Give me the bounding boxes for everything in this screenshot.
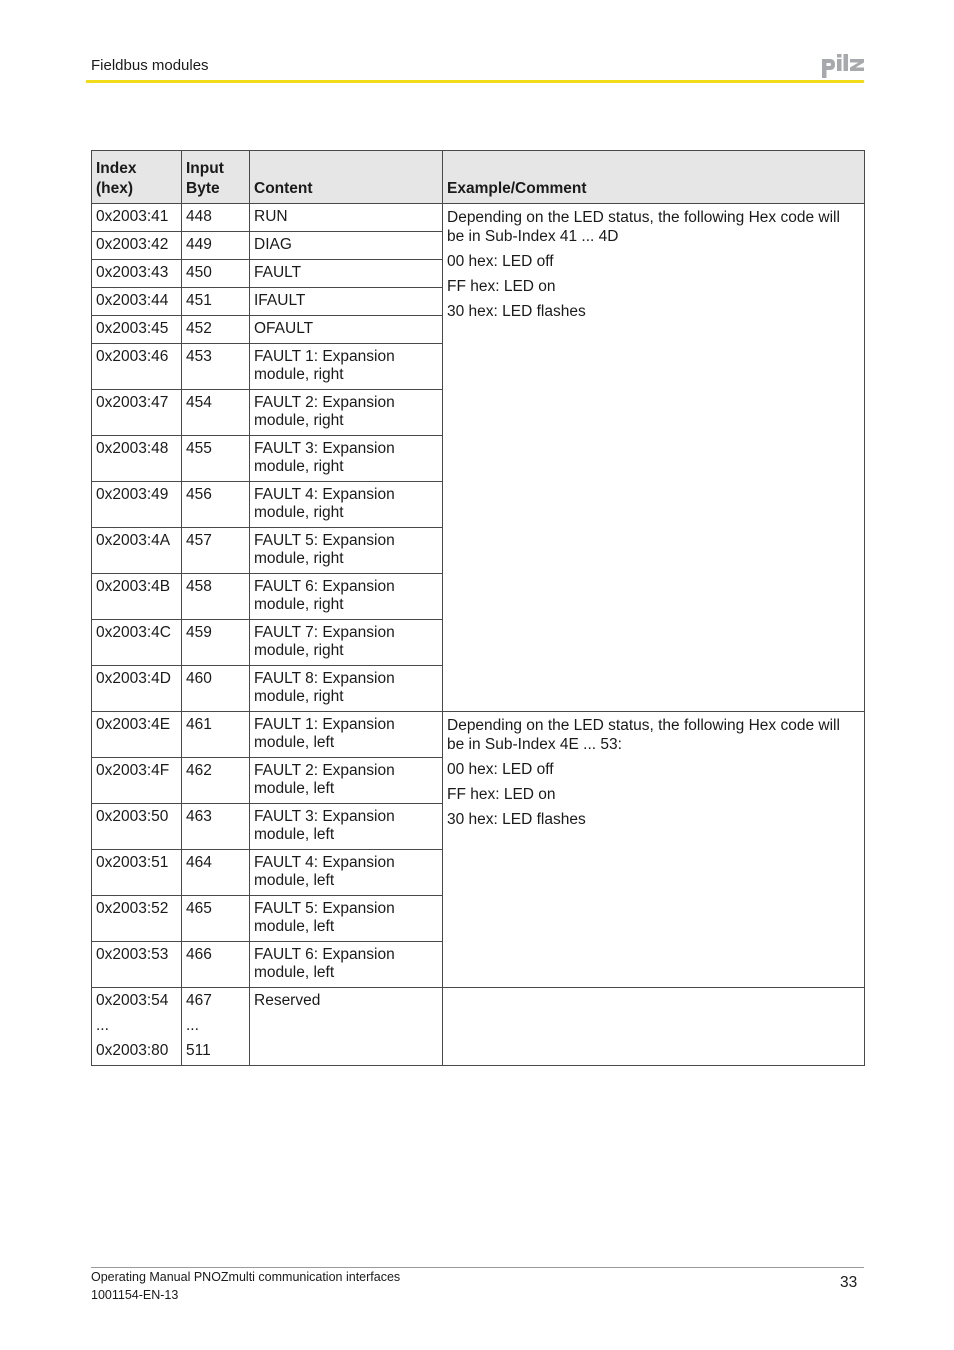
cell-byte: 456 bbox=[182, 482, 250, 528]
cell-index-range bbox=[92, 988, 182, 1066]
header-index-line1: Index bbox=[96, 160, 137, 177]
cell-byte: 463 bbox=[182, 804, 250, 850]
byte-range-end: 511 bbox=[186, 1042, 211, 1059]
cell-content: FAULT 3: Expansion module, left bbox=[250, 804, 443, 850]
cell-byte-range bbox=[182, 988, 250, 1066]
pilz-logo bbox=[820, 54, 866, 80]
cell-byte: 460 bbox=[182, 666, 250, 712]
cell-content: FAULT 8: Expansion module, right bbox=[250, 666, 443, 712]
cell-content: FAULT 3: Expansion module, right bbox=[250, 436, 443, 482]
comment-intro: Depending on the LED status, the following Hex code will be in Sub-Index 41 ... 4D bbox=[447, 209, 840, 245]
cell-content: FAULT 1: Expansion module, left bbox=[250, 712, 443, 758]
footer-manual-title: Operating Manual PNOZmulti communication interfaces bbox=[91, 1270, 401, 1284]
header-byte-line2: Byte bbox=[186, 180, 220, 197]
cell-index: 0x2003:44 bbox=[92, 288, 182, 316]
index-range-start: 0x2003:54 bbox=[96, 992, 169, 1009]
index-range-dots: ... bbox=[96, 1017, 109, 1034]
cell-byte: 462 bbox=[182, 758, 250, 804]
cell-index: 0x2003:47 bbox=[92, 390, 182, 436]
footer-doc-number: 1001154-EN-13 bbox=[91, 1288, 179, 1302]
cell-byte: 455 bbox=[182, 436, 250, 482]
comment-line: 00 hex: LED off bbox=[447, 761, 554, 778]
table-row bbox=[92, 204, 865, 232]
cell-content: FAULT 1: Expansion module, right bbox=[250, 344, 443, 390]
header-byte bbox=[182, 151, 250, 204]
cell-index: 0x2003:46 bbox=[92, 344, 182, 390]
table-row bbox=[92, 712, 865, 758]
cell-index: 0x2003:4D bbox=[92, 666, 182, 712]
comment-line: 30 hex: LED flashes bbox=[447, 811, 586, 828]
cell-byte: 457 bbox=[182, 528, 250, 574]
table-header-row bbox=[92, 151, 865, 204]
footer-rule bbox=[91, 1267, 864, 1268]
header-content: Content bbox=[250, 151, 443, 204]
byte-range-start: 467 bbox=[186, 992, 212, 1009]
header-comment: Example/Comment bbox=[443, 151, 865, 204]
cell-byte: 464 bbox=[182, 850, 250, 896]
cell-byte: 453 bbox=[182, 344, 250, 390]
cell-content: FAULT 5: Expansion module, right bbox=[250, 528, 443, 574]
cell-byte: 466 bbox=[182, 942, 250, 988]
cell-content: FAULT bbox=[250, 260, 443, 288]
index-range-end: 0x2003:80 bbox=[96, 1042, 169, 1059]
page-header-title: Fieldbus modules bbox=[91, 57, 209, 74]
cell-content: FAULT 7: Expansion module, right bbox=[250, 620, 443, 666]
cell-byte: 454 bbox=[182, 390, 250, 436]
cell-index: 0x2003:51 bbox=[92, 850, 182, 896]
cell-content: FAULT 6: Expansion module, right bbox=[250, 574, 443, 620]
header-index bbox=[92, 151, 182, 204]
cell-index: 0x2003:4B bbox=[92, 574, 182, 620]
cell-content: FAULT 5: Expansion module, left bbox=[250, 896, 443, 942]
cell-byte: 450 bbox=[182, 260, 250, 288]
cell-comment-empty bbox=[443, 988, 865, 1066]
comment-intro: Depending on the LED status, the following Hex code will be in Sub-Index 4E ... 53: bbox=[447, 717, 840, 753]
cell-byte: 451 bbox=[182, 288, 250, 316]
cell-index: 0x2003:49 bbox=[92, 482, 182, 528]
cell-byte: 449 bbox=[182, 232, 250, 260]
cell-index: 0x2003:41 bbox=[92, 204, 182, 232]
header-rule bbox=[86, 80, 864, 83]
cell-content: FAULT 6: Expansion module, left bbox=[250, 942, 443, 988]
cell-byte: 452 bbox=[182, 316, 250, 344]
cell-byte: 465 bbox=[182, 896, 250, 942]
cell-index: 0x2003:52 bbox=[92, 896, 182, 942]
cell-index: 0x2003:4A bbox=[92, 528, 182, 574]
comment-expansion-right bbox=[443, 204, 865, 712]
cell-byte: 459 bbox=[182, 620, 250, 666]
byte-range-dots: ... bbox=[186, 1017, 199, 1034]
header-byte-line1: Input bbox=[186, 160, 224, 177]
cell-content: IFAULT bbox=[250, 288, 443, 316]
data-table bbox=[91, 150, 865, 1066]
cell-byte: 458 bbox=[182, 574, 250, 620]
cell-content: FAULT 2: Expansion module, left bbox=[250, 758, 443, 804]
cell-content: FAULT 2: Expansion module, right bbox=[250, 390, 443, 436]
table-row-reserved bbox=[92, 988, 865, 1066]
cell-content: FAULT 4: Expansion module, left bbox=[250, 850, 443, 896]
cell-content: Reserved bbox=[250, 988, 443, 1066]
header-index-line2: (hex) bbox=[96, 180, 134, 197]
cell-content: DIAG bbox=[250, 232, 443, 260]
cell-index: 0x2003:4C bbox=[92, 620, 182, 666]
cell-index: 0x2003:43 bbox=[92, 260, 182, 288]
cell-index: 0x2003:4E bbox=[92, 712, 182, 758]
comment-line: FF hex: LED on bbox=[447, 278, 556, 295]
comment-line: 30 hex: LED flashes bbox=[447, 303, 586, 320]
comment-expansion-left bbox=[443, 712, 865, 988]
cell-index: 0x2003:45 bbox=[92, 316, 182, 344]
cell-index: 0x2003:50 bbox=[92, 804, 182, 850]
page-number: 33 bbox=[840, 1274, 858, 1291]
cell-byte: 461 bbox=[182, 712, 250, 758]
cell-byte: 448 bbox=[182, 204, 250, 232]
comment-line: FF hex: LED on bbox=[447, 786, 556, 803]
cell-index: 0x2003:53 bbox=[92, 942, 182, 988]
cell-content: FAULT 4: Expansion module, right bbox=[250, 482, 443, 528]
cell-content: OFAULT bbox=[250, 316, 443, 344]
cell-index: 0x2003:42 bbox=[92, 232, 182, 260]
cell-index: 0x2003:48 bbox=[92, 436, 182, 482]
comment-line: 00 hex: LED off bbox=[447, 253, 554, 270]
cell-content: RUN bbox=[250, 204, 443, 232]
cell-index: 0x2003:4F bbox=[92, 758, 182, 804]
